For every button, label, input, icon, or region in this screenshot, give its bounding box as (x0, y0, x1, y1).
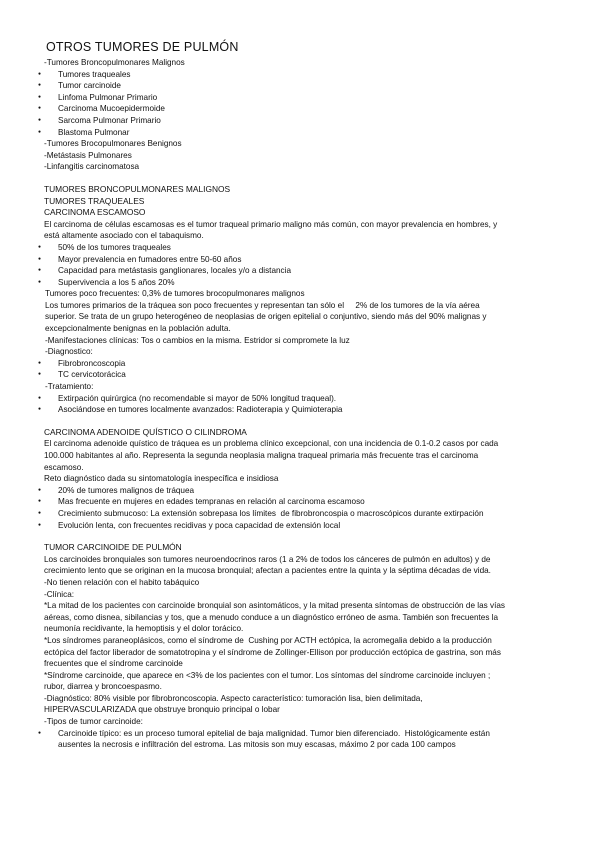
list-item: ● Blastoma Pulmonar (44, 127, 564, 139)
list-item: ● Mayor prevalencia en fumadores entre 50-60 años (44, 254, 564, 266)
list-item: ● 20% de tumores malignos de tráquea (44, 485, 564, 497)
paragraph-line: Reto diagnóstico dada su sintomatología inespecífica e insidiosa (44, 474, 279, 484)
list-item: ● TC cervicotorácica (44, 369, 564, 381)
list-item: ● Linfoma Pulmonar Primario (44, 92, 564, 104)
list-item: ● Mas frecuente en mujeres en edades tempranas en relación al carcinoma escamoso (44, 496, 564, 508)
list-item: ● Tumor carcinoide (44, 80, 564, 92)
linfangitis-label: -Linfangitis carcinomatosa (44, 162, 140, 172)
paragraph-line: Tumores poco frecuentes: 0,3% de tumores brocopulmonares malignos (45, 289, 305, 299)
list-item: ● Capacidad para metástasis ganglionares, locales y/o a distancia (44, 265, 564, 277)
paragraph-line: neumonía recidivante, la hemoptisis y el dolor torácico. (44, 624, 244, 634)
paragraph-line: HIPERVASCULARIZADA que obstruye bronquio principal o lobar (44, 705, 280, 715)
paragraph-line: escamoso. (44, 462, 84, 472)
list-item: ● 50% de los tumores traqueales (44, 242, 564, 254)
paragraph-line: frecuentes que el síndrome carcinoide (44, 659, 183, 669)
section-subheading: CARCINOMA ESCAMOSO (44, 207, 146, 218)
paragraph-line: -Diagnóstico: 80% visible por fibrobroncoscopia. Aspecto característico: tumoración lisa, bien delimitada, (44, 693, 423, 703)
paragraph-line: *Síndrome carcinoide, que aparece en <3% de los pacientes con el tumor. Los síntomas del síndrome carcinoide incluyen ; (44, 670, 491, 680)
paragraph-line: ectópica del factor liberador de somatotropina y el síndrome de Zollinger-Ellison por producción ectópica de gastrina, son más (44, 647, 501, 657)
metastasis-label: -Metástasis Pulmonares (44, 150, 132, 160)
paragraph-line: 100.000 habitantes al año. Representa la segunda neoplasia maligna traqueal primaria más frecuente tras el carcinoma (44, 451, 479, 460)
paragraph-line: *La mitad de los pacientes con carcinoide bronquial son asintomáticos, y la mitad presenta síntomas de obstrucción de las vías (44, 601, 506, 611)
paragraph-line: -Manifestaciones clínicas: Tos o cambios en la misma. Estridor si compromete la luz (45, 335, 350, 345)
paragraph-line: -No tienen relación con el habito tabáquico (44, 577, 200, 587)
benignos-label: -Tumores Brocopulmonares Benignos (44, 139, 182, 149)
paragraph-line: aéreas, como disnea, sibilancias y tos, que a menudo conduce a un diagnóstico erróneo de asma. También son frecuentes la (44, 612, 499, 622)
paragraph-line: excepcionalmente benignas en la población adulta. (45, 324, 231, 334)
list-item: ● Fibrobroncoscopia (44, 358, 564, 370)
malignos-label: -Tumores Broncopulmonares Malignos (44, 58, 185, 67)
paragraph-line: crecimiento lento que se originan en la mucosa bronquial; afectan a pacientes entre la quinta y la séptima décadas de vida. (44, 566, 491, 576)
paragraph-line: Los carcinoides bronquiales son tumores neuroendocrinos raros (1 a 2% de todos los cánceres de pulmón en adultos) y de (44, 554, 491, 564)
list-item: ● Supervivencia a los 5 años 20% (44, 277, 564, 289)
list-item: ● Extirpación quirúrgica (no recomendable si mayor de 50% longitud traqueal). (44, 393, 564, 405)
paragraph-line: está altamente asociado con el tabaquismo. (44, 231, 204, 241)
list-item: ● Sarcoma Pulmonar Primario (44, 115, 564, 127)
paragraph-line: -Tipos de tumor carcinoide: (44, 717, 143, 727)
section-subheading: TUMORES TRAQUEALES (44, 195, 145, 206)
list-item-continuation: ausentes la necrosis e infiltración del estroma. Las mitosis son muy escasas, máximo 2 por cada 100 campos (58, 740, 456, 750)
list-item: ● Asociándose en tumores localmente avanzados: Radioterapia y Quimioterapia (44, 404, 564, 416)
page-title: OTROS TUMORES DE PULMÓN (46, 40, 239, 54)
section-heading: TUMORES BRONCOPULMONARES MALIGNOS (44, 183, 231, 194)
paragraph-line: -Diagnostico: (45, 347, 93, 357)
list-item: ● Evolución lenta, con frecuentes recidivas y poca capacidad de extensión local (44, 520, 564, 532)
paragraph-line: El carcinoma de células escamosas es el tumor traqueal primario maligno más común, con mayor prevalencia en hombres, y (44, 219, 498, 229)
list-item: ● Carcinoide típico: es un proceso tumoral epitelial de baja malignidad. Tumor bien diferenciado. Histológicamente están (44, 728, 564, 740)
paragraph-line: El carcinoma adenoide quístico de tráquea es un problema clínico excepcional, con una incidencia de 0.1-0.2 casos por cada (44, 439, 499, 449)
section-heading: CARCINOMA ADENOIDE QUÍSTICO O CILINDROMA (44, 426, 247, 437)
list-item: ● Crecimiento submucoso: La extensión sobrepasa los límites de fibrobroncospia o macroscópicos durante extirpación (44, 508, 564, 520)
paragraph-line: Los tumores primarios de la tráquea son poco frecuentes y representan tan sólo el 2% de los tumores de la vía aérea (45, 300, 480, 310)
list-item: ● Tumores traqueales (44, 69, 564, 81)
paragraph-line: rubor, diarrea y broncoespasmo. (44, 682, 162, 692)
paragraph-line: superior. Se trata de un grupo heterogéneo de neoplasias de origen epitelial o conjuntivo, siendo más del 90% malignas y (45, 312, 487, 322)
paragraph-line: *Los síndromes paraneoplásicos, como el síndrome de Cushing por ACTH ectópica, la acromegalia debido a la producción (44, 635, 492, 645)
list-item: ● Carcinoma Mucoepidermoide (44, 103, 564, 115)
section-heading: TUMOR CARCINOIDE DE PULMÓN (44, 542, 182, 553)
paragraph-line: -Clínica: (44, 589, 75, 599)
paragraph-line: -Tratamiento: (45, 382, 94, 392)
document-page (44, 40, 564, 751)
